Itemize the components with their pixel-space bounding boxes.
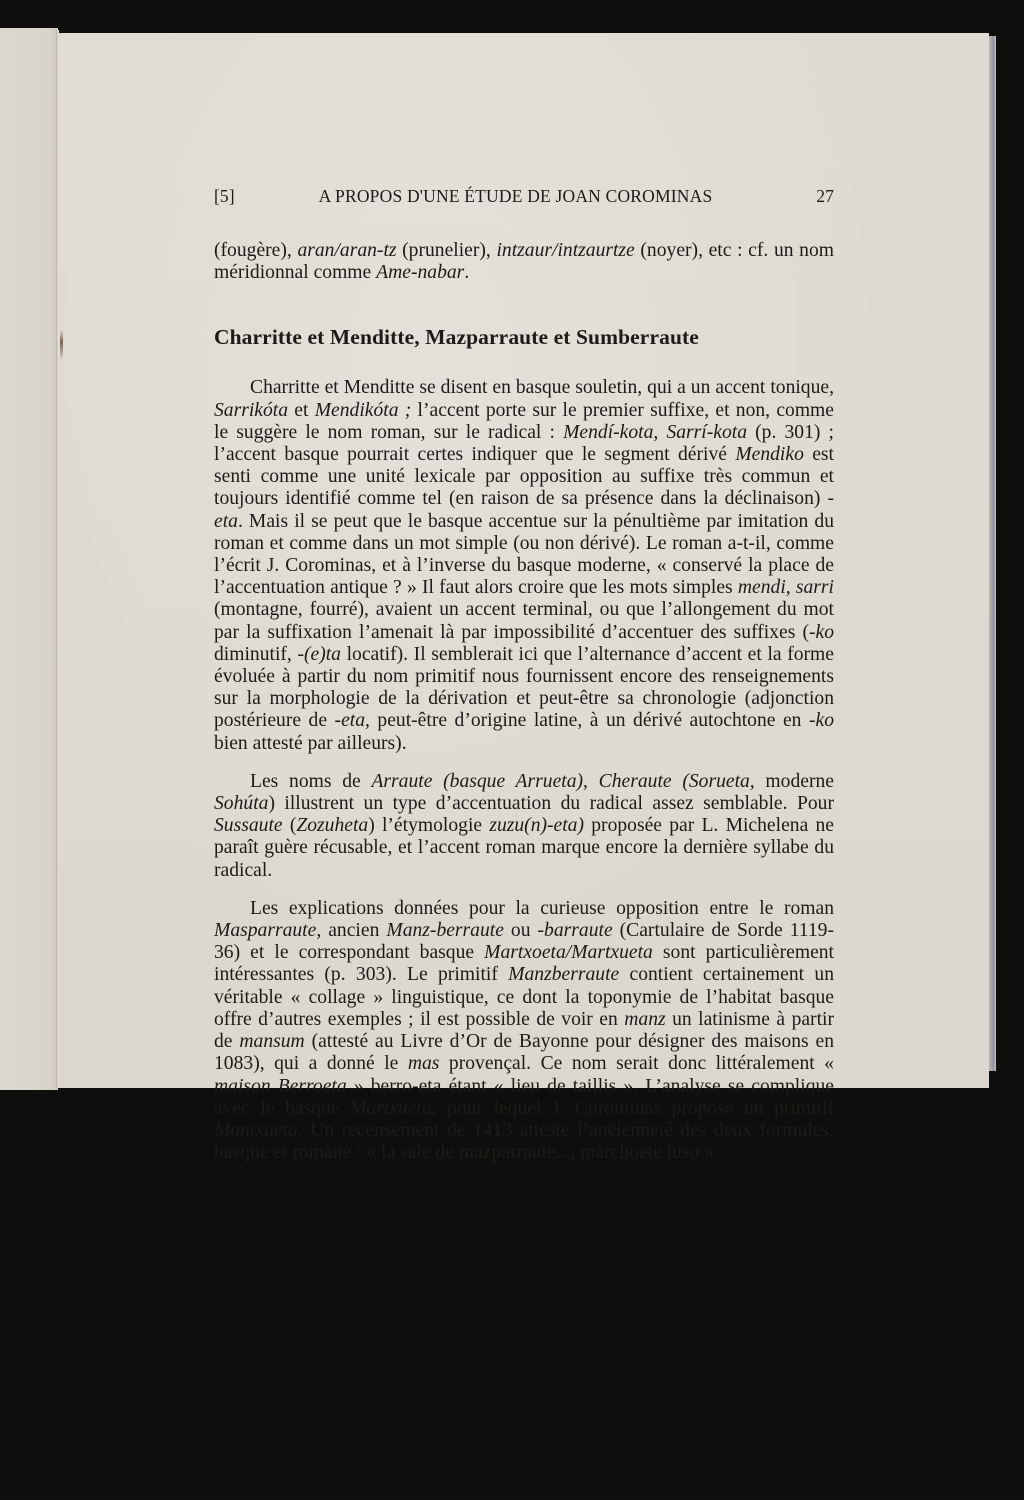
- text-run: (montagne, fourré), avaient un accent terminal, ou que l’allongement du mot par la suffixation l’amenait là par impossibilité d’accentuer des suffixes (-: [214, 599, 834, 643]
- italic-term: aran/aran-tz: [297, 240, 397, 261]
- text-run: » berro-eta étant « lieu de taillis ». L’analyse se complique avec le basque: [214, 1075, 834, 1119]
- continuation-paragraph: [214, 240, 834, 284]
- italic-term: intzaur/intzaurtze: [496, 240, 635, 261]
- text-run: .: [464, 262, 470, 284]
- book-gutter: [56, 30, 59, 1088]
- italic-term: Martxueta,: [350, 1097, 437, 1119]
- text-run: (prunelier),: [396, 240, 497, 261]
- text-run: proposée par L. Michelena ne paraît guère récusable, et l’accent roman marque encore la dernière syllabe du radical.: [214, 815, 834, 881]
- italic-term: Sussaute: [214, 815, 283, 837]
- page-text: [214, 186, 834, 1164]
- italic-term: mansum: [239, 1031, 305, 1053]
- italic-term: manz: [624, 1008, 666, 1030]
- text-run: un latinisme à partir de: [214, 1008, 834, 1053]
- italic-term: Mendikóta ;: [314, 399, 412, 421]
- italic-term: Mendí-kota, Sarrí-kota: [563, 421, 747, 443]
- text-run: l’accent porte sur le premier suffixe, et non, comme le suggère le nom roman, sur le radical :: [214, 399, 834, 443]
- italic-term: Sohúta: [214, 793, 269, 815]
- text-run: (attesté au Livre d’Or de Bayonne pour désigner des maisons en 1083), qui a donné le: [214, 1031, 834, 1075]
- text-run: ) illustrent un type d’accentuation du radical assez semblable. Pour: [268, 793, 834, 815]
- text-run: est senti comme une unité lexicale par opposition au suffixe très commun et toujours identifié comme tel (en raison de sa présence dans la déclinaison): [214, 444, 834, 510]
- section-heading: Charritte et Menditte, Mazparraute et Sumberraute: [214, 325, 699, 350]
- text-run: . Mais il se peut que le basque accentue sur la pénultième par imitation du roman et comme dans un mot simple (ou non dérivé). Le roman a-t-il, comme l’écrit J. Corominas, et à l’inverse du basque moderne, « conservé la place de l’accentuation antique ? » Il faut alors croire que les mots simples: [214, 510, 834, 599]
- text-run: contient certainement un véritable « collage » linguistique, ce dont la toponymie de l’habitat basque offre d’autres exemples ; il est possible de voir en: [214, 964, 835, 1030]
- text-run: Un recensement de 1413 atteste l’ancienneté des deux formules, basque et romane : « la sale de mazparraute..., marchoete iuso ».: [214, 1119, 834, 1164]
- text-run: (noyer), etc : cf. un nom méridionnal comme: [214, 240, 835, 284]
- italic-term: Mendiko: [735, 444, 804, 466]
- body-paragraph: [214, 898, 834, 1164]
- text-run: moderne: [754, 770, 834, 792]
- text-run: pour lequel J. Corominas propose un primitif: [436, 1097, 834, 1119]
- italic-term: -(e)ta: [297, 643, 341, 665]
- italic-term: mas: [407, 1053, 440, 1075]
- text-run: et: [288, 399, 315, 421]
- running-head: [214, 186, 834, 212]
- italic-term: Ame-nabar: [376, 262, 465, 284]
- italic-term: Masparraute,: [214, 920, 322, 942]
- italic-term: Manz-berraute: [386, 920, 504, 942]
- text-run: ancien: [321, 920, 387, 942]
- italic-term: Zozuheta: [296, 815, 369, 837]
- text-run: (p. 301) ; l’accent basque pourrait certes indiquer que le segment dérivé: [214, 421, 834, 466]
- italic-term: Mantxueta.: [214, 1119, 303, 1141]
- running-head-title: A PROPOS D'UNE ÉTUDE DE JOAN COROMINAS: [318, 186, 713, 206]
- italic-term: mendi, sarri: [737, 577, 834, 599]
- facing-page-edge: [0, 28, 58, 1090]
- italic-term: -eta,: [334, 710, 370, 732]
- text-run: Les explications données pour la curieuse opposition entre le roman: [250, 897, 834, 919]
- text-run: (: [282, 815, 297, 837]
- italic-term: Manzberraute: [508, 964, 620, 986]
- text-run: Les noms de: [250, 770, 372, 792]
- text-run: peut-être d’origine latine, à un dérivé autochtone en: [369, 710, 809, 732]
- text-run: Charritte et Menditte se disent en basque souletin, qui a un accent tonique,: [250, 377, 834, 399]
- text-run: locatif). Il semblerait ici que l’alternance d’accent et la forme évoluée à partir du nom primitif nous fournissent encore des renseignements sur la morphologie de la dérivation et peut-être sa chronologie (adjonction postérieure de: [214, 643, 834, 732]
- italic-term: -ko: [808, 710, 834, 732]
- text-run: ou: [503, 920, 538, 942]
- italic-term: Cheraute (Sorueta,: [598, 770, 755, 792]
- text-run: sont particulièrement intéressantes (p. 303). Le primitif: [214, 942, 835, 986]
- text-run: diminutif,: [214, 643, 298, 665]
- italic-term: Sarrikóta: [214, 399, 289, 421]
- section-number: [5]: [214, 186, 235, 206]
- italic-term: zuzu(n)-eta): [489, 815, 585, 837]
- italic-term: ko: [815, 621, 834, 643]
- italic-term: Arraute (basque Arrueta): [371, 770, 584, 792]
- body-paragraph: [214, 771, 834, 882]
- text-run: ) l’étymologie: [368, 815, 490, 837]
- text-run: provençal. Ce nom serait donc littéralement «: [439, 1053, 834, 1075]
- text-run: ,: [583, 770, 599, 792]
- margin-mark: [60, 330, 63, 360]
- italic-term: Martxoeta/Martxueta: [484, 942, 653, 964]
- text-run: bien attesté par ailleurs).: [214, 732, 407, 754]
- text-run: (Cartulaire de Sorde 1119-36) et le correspondant basque: [214, 920, 834, 964]
- italic-term: -eta: [214, 488, 834, 532]
- text-run: (fougère),: [214, 240, 298, 261]
- body-paragraph: [214, 377, 834, 754]
- page-number: 27: [816, 186, 834, 206]
- italic-term: -barraute: [537, 920, 613, 942]
- italic-term: maison Berroeta: [214, 1075, 347, 1097]
